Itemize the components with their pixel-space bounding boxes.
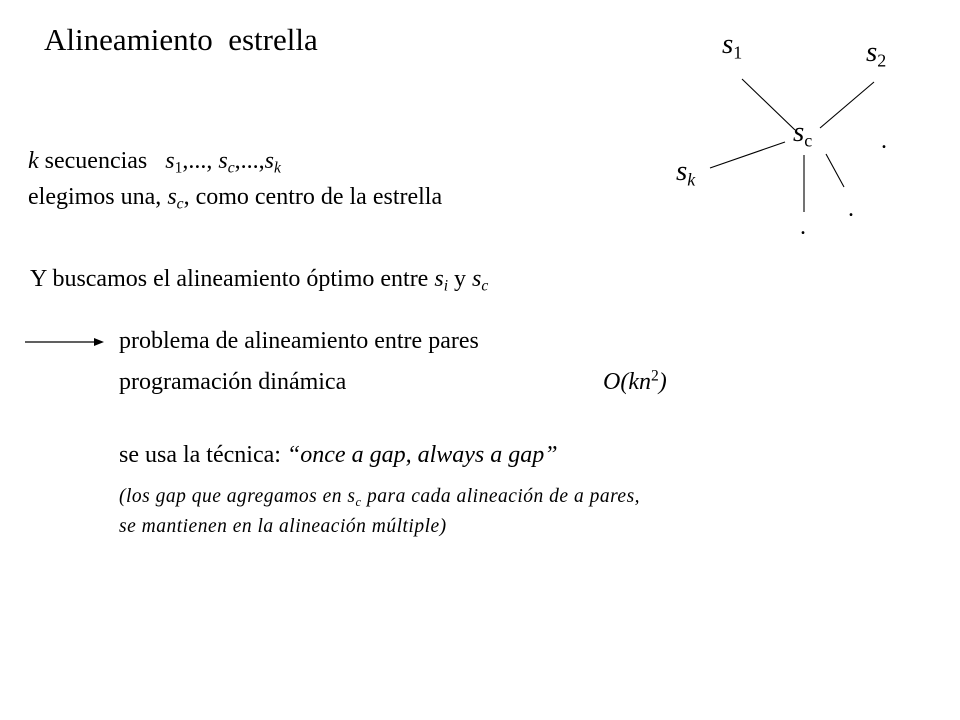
intro-line-2: elegimos una, $s_c$, como centro de la estrella xyxy=(28,184,443,213)
star-edge-sk xyxy=(710,142,785,168)
intro-line-3: Y buscamos el alineamiento óptimo entre $s_i$ y $s_c$ xyxy=(30,266,489,295)
star-edge-s2 xyxy=(820,82,874,128)
point-1: problema de alineamiento entre pares xyxy=(119,328,479,354)
var-k: k xyxy=(28,148,39,174)
ellipsis-dot-2: . xyxy=(848,196,854,222)
star-node-sk: $s_k$ xyxy=(676,155,696,190)
note-line-2: se mantienen en la alineación múltiple) xyxy=(119,516,447,537)
title-word-1: Alineamiento xyxy=(44,22,213,57)
secuencias-text: secuencias xyxy=(44,148,148,174)
ellipsis-dot-3: . xyxy=(800,214,806,240)
star-node-s2: $s_2$ xyxy=(866,36,887,71)
arrow-head-icon xyxy=(94,338,104,346)
star-node-center: $s_c$ xyxy=(793,116,813,151)
title-word-2: estrella xyxy=(228,22,318,57)
star-edge-diag xyxy=(826,154,844,187)
point-2: programación dinámica xyxy=(119,369,347,395)
star-edge-s1 xyxy=(742,79,795,130)
complexity-label: $O(kn^2)$ xyxy=(603,367,667,395)
point-3: se usa la técnica: “once a gap, always a gap” xyxy=(119,442,558,468)
intro-line-1: k secuencias $s_1$,..., $s_c,...,s_k$ xyxy=(28,148,281,177)
ellipsis-dot-1: . xyxy=(881,128,887,154)
once-a-gap-quote: “once a gap, always a gap” xyxy=(286,442,558,468)
note-line-1: (los gap que agregamos en $s_c$ para cada alineación de a pares, xyxy=(119,486,641,509)
star-node-s1: $s_1$ xyxy=(722,28,743,63)
